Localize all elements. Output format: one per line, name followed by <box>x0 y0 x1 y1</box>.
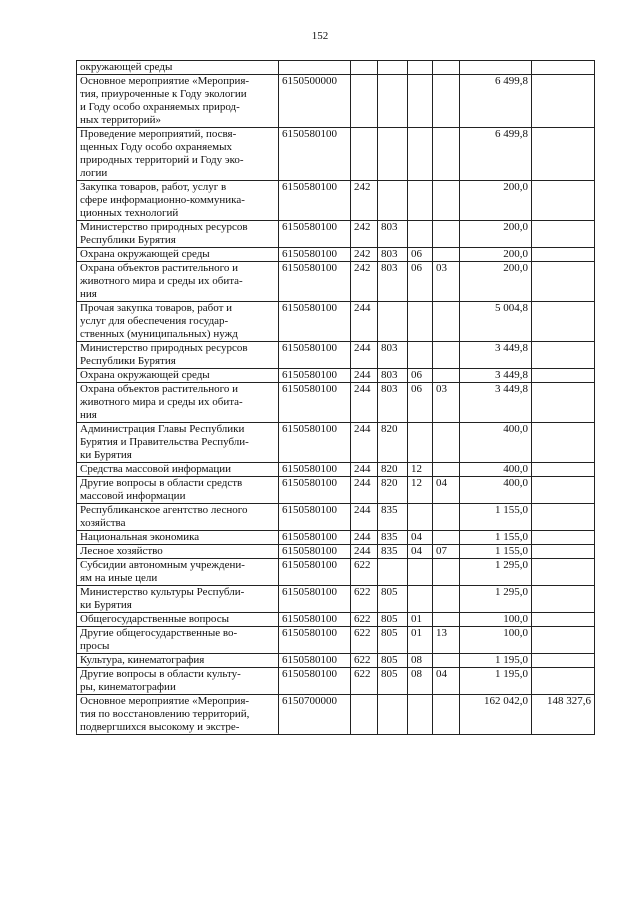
target-article-cell: 6150580100 <box>279 654 351 668</box>
expense-type-cell: 244 <box>351 423 378 463</box>
target-article-cell: 6150580100 <box>279 342 351 369</box>
expense-type-cell <box>351 695 378 735</box>
row-name-cell: Охрана объектов растительного и животного мира и среды их обита- ния <box>77 262 279 302</box>
administrator-cell: 835 <box>378 531 408 545</box>
administrator-cell: 803 <box>378 369 408 383</box>
amount-secondary-cell <box>532 545 595 559</box>
row-name-cell: Средства массовой информации <box>77 463 279 477</box>
row-name-cell: Закупка товаров, работ, услуг в сфере информационно-коммуника- ционных технологий <box>77 181 279 221</box>
expense-type-cell: 244 <box>351 477 378 504</box>
table-row <box>77 342 595 369</box>
table-row <box>77 477 595 504</box>
amount-cell: 6 499,8 <box>460 75 532 128</box>
administrator-cell: 805 <box>378 627 408 654</box>
section-cell: 06 <box>408 262 433 302</box>
section-cell <box>408 75 433 128</box>
subsection-cell <box>433 423 460 463</box>
subsection-cell <box>433 586 460 613</box>
section-cell <box>408 302 433 342</box>
table-row <box>77 262 595 302</box>
section-cell: 12 <box>408 463 433 477</box>
subsection-cell <box>433 613 460 627</box>
table-row <box>77 654 595 668</box>
target-article-cell: 6150580100 <box>279 369 351 383</box>
row-name-cell: Культура, кинематография <box>77 654 279 668</box>
section-cell: 08 <box>408 668 433 695</box>
row-name-cell: Субсидии автономным учреждени- ям на иные цели <box>77 559 279 586</box>
amount-secondary-cell <box>532 128 595 181</box>
subsection-cell <box>433 75 460 128</box>
expense-type-cell <box>351 61 378 75</box>
row-name-cell: Министерство культуры Республи- ки Бурятия <box>77 586 279 613</box>
table-row <box>77 383 595 423</box>
subsection-cell <box>433 695 460 735</box>
amount-secondary-cell <box>532 248 595 262</box>
subsection-cell <box>433 531 460 545</box>
amount-secondary-cell <box>532 221 595 248</box>
target-article-cell: 6150580100 <box>279 477 351 504</box>
administrator-cell: 803 <box>378 342 408 369</box>
section-cell: 01 <box>408 627 433 654</box>
subsection-cell <box>433 61 460 75</box>
amount-cell: 400,0 <box>460 463 532 477</box>
row-name-cell: Основное мероприятие «Мероприя- тия по восстановлению территорий, подвергшихся высокому и экстре- <box>77 695 279 735</box>
expense-type-cell: 244 <box>351 545 378 559</box>
amount-secondary-cell <box>532 75 595 128</box>
table-row <box>77 221 595 248</box>
amount-cell: 1 195,0 <box>460 668 532 695</box>
expense-type-cell: 622 <box>351 654 378 668</box>
target-article-cell: 6150580100 <box>279 181 351 221</box>
amount-secondary-cell <box>532 342 595 369</box>
subsection-cell: 03 <box>433 383 460 423</box>
table-row <box>77 463 595 477</box>
amount-cell: 100,0 <box>460 627 532 654</box>
expense-type-cell: 244 <box>351 302 378 342</box>
subsection-cell <box>433 128 460 181</box>
amount-cell: 3 449,8 <box>460 383 532 423</box>
expense-type-cell <box>351 128 378 181</box>
expense-type-cell: 242 <box>351 262 378 302</box>
expense-type-cell: 242 <box>351 248 378 262</box>
row-name-cell: Министерство природных ресурсов Республики Бурятия <box>77 221 279 248</box>
subsection-cell: 13 <box>433 627 460 654</box>
expense-type-cell: 242 <box>351 181 378 221</box>
table-row <box>77 559 595 586</box>
target-article-cell: 6150580100 <box>279 531 351 545</box>
table-row <box>77 586 595 613</box>
section-cell: 04 <box>408 531 433 545</box>
budget-table <box>76 60 595 735</box>
administrator-cell: 820 <box>378 477 408 504</box>
expense-type-cell: 622 <box>351 627 378 654</box>
row-name-cell: Основное мероприятие «Мероприя- тия, приуроченные к Году экологии и Году особо охраняемых природ- ных территорий» <box>77 75 279 128</box>
amount-cell: 400,0 <box>460 423 532 463</box>
amount-cell: 200,0 <box>460 181 532 221</box>
target-article-cell: 6150580100 <box>279 613 351 627</box>
section-cell: 06 <box>408 369 433 383</box>
amount-secondary-cell <box>532 504 595 531</box>
amount-secondary-cell <box>532 61 595 75</box>
subsection-cell: 04 <box>433 477 460 504</box>
amount-cell: 200,0 <box>460 248 532 262</box>
table-row <box>77 75 595 128</box>
table-row <box>77 613 595 627</box>
target-article-cell: 6150580100 <box>279 302 351 342</box>
subsection-cell <box>433 302 460 342</box>
amount-secondary-cell <box>532 559 595 586</box>
amount-secondary-cell <box>532 302 595 342</box>
row-name-cell: Другие вопросы в области культу- ры, кинематографии <box>77 668 279 695</box>
target-article-cell: 6150580100 <box>279 248 351 262</box>
table-row <box>77 423 595 463</box>
amount-cell: 200,0 <box>460 262 532 302</box>
expense-type-cell: 244 <box>351 531 378 545</box>
administrator-cell: 820 <box>378 463 408 477</box>
table-row <box>77 695 595 735</box>
amount-cell: 3 449,8 <box>460 369 532 383</box>
table-row <box>77 545 595 559</box>
row-name-cell: Охрана окружающей среды <box>77 369 279 383</box>
row-name-cell: Другие вопросы в области средств массовой информации <box>77 477 279 504</box>
amount-secondary-cell <box>532 181 595 221</box>
amount-secondary-cell <box>532 463 595 477</box>
section-cell <box>408 128 433 181</box>
table-row <box>77 627 595 654</box>
amount-secondary-cell <box>532 613 595 627</box>
expense-type-cell: 242 <box>351 221 378 248</box>
section-cell <box>408 221 433 248</box>
target-article-cell: 6150580100 <box>279 262 351 302</box>
expense-type-cell: 622 <box>351 559 378 586</box>
target-article-cell: 6150580100 <box>279 504 351 531</box>
target-article-cell: 6150580100 <box>279 627 351 654</box>
subsection-cell <box>433 559 460 586</box>
administrator-cell: 820 <box>378 423 408 463</box>
row-name-cell: Министерство природных ресурсов Республики Бурятия <box>77 342 279 369</box>
table-row <box>77 128 595 181</box>
amount-cell: 100,0 <box>460 613 532 627</box>
row-name-cell: Общегосударственные вопросы <box>77 613 279 627</box>
expense-type-cell: 244 <box>351 369 378 383</box>
administrator-cell: 805 <box>378 654 408 668</box>
amount-secondary-cell <box>532 654 595 668</box>
administrator-cell: 803 <box>378 262 408 302</box>
expense-type-cell <box>351 75 378 128</box>
target-article-cell: 6150580100 <box>279 383 351 423</box>
subsection-cell <box>433 504 460 531</box>
section-cell <box>408 559 433 586</box>
row-name-cell: окружающей среды <box>77 61 279 75</box>
page-number: 152 <box>311 30 329 42</box>
amount-cell: 5 004,8 <box>460 302 532 342</box>
subsection-cell <box>433 181 460 221</box>
section-cell <box>408 504 433 531</box>
section-cell: 12 <box>408 477 433 504</box>
section-cell <box>408 695 433 735</box>
amount-cell: 400,0 <box>460 477 532 504</box>
row-name-cell: Прочая закупка товаров, работ и услуг для обеспечения государ- ственных (муниципальных) нужд <box>77 302 279 342</box>
amount-secondary-cell: 148 327,6 <box>532 695 595 735</box>
subsection-cell <box>433 369 460 383</box>
table-row <box>77 181 595 221</box>
subsection-cell <box>433 654 460 668</box>
administrator-cell <box>378 61 408 75</box>
target-article-cell: 6150580100 <box>279 463 351 477</box>
amount-secondary-cell <box>532 383 595 423</box>
row-name-cell: Охрана окружающей среды <box>77 248 279 262</box>
section-cell: 08 <box>408 654 433 668</box>
subsection-cell <box>433 248 460 262</box>
subsection-cell <box>433 342 460 369</box>
expense-type-cell: 244 <box>351 383 378 423</box>
target-article-cell: 6150580100 <box>279 586 351 613</box>
administrator-cell: 805 <box>378 613 408 627</box>
amount-cell <box>460 61 532 75</box>
amount-secondary-cell <box>532 423 595 463</box>
amount-secondary-cell <box>532 369 595 383</box>
subsection-cell: 03 <box>433 262 460 302</box>
administrator-cell <box>378 128 408 181</box>
administrator-cell: 805 <box>378 668 408 695</box>
section-cell <box>408 342 433 369</box>
row-name-cell: Администрация Главы Республики Бурятия и Правительства Республи- ки Бурятия <box>77 423 279 463</box>
administrator-cell: 803 <box>378 248 408 262</box>
expense-type-cell: 622 <box>351 613 378 627</box>
target-article-cell: 6150580100 <box>279 423 351 463</box>
row-name-cell: Лесное хозяйство <box>77 545 279 559</box>
amount-secondary-cell <box>532 586 595 613</box>
table-row <box>77 504 595 531</box>
table-row <box>77 248 595 262</box>
expense-type-cell: 622 <box>351 668 378 695</box>
amount-cell: 1 155,0 <box>460 504 532 531</box>
amount-cell: 1 295,0 <box>460 559 532 586</box>
table-row <box>77 302 595 342</box>
section-cell <box>408 586 433 613</box>
row-name-cell: Охрана объектов растительного и животного мира и среды их обита- ния <box>77 383 279 423</box>
target-article-cell: 6150700000 <box>279 695 351 735</box>
administrator-cell: 803 <box>378 221 408 248</box>
section-cell: 06 <box>408 383 433 423</box>
target-article-cell: 6150580100 <box>279 559 351 586</box>
table-row <box>77 369 595 383</box>
section-cell: 04 <box>408 545 433 559</box>
amount-secondary-cell <box>532 477 595 504</box>
expense-type-cell: 622 <box>351 586 378 613</box>
administrator-cell <box>378 695 408 735</box>
amount-cell: 1 155,0 <box>460 545 532 559</box>
administrator-cell: 835 <box>378 545 408 559</box>
amount-cell: 162 042,0 <box>460 695 532 735</box>
amount-cell: 1 295,0 <box>460 586 532 613</box>
amount-cell: 6 499,8 <box>460 128 532 181</box>
administrator-cell <box>378 559 408 586</box>
row-name-cell: Республиканское агентство лесного хозяйства <box>77 504 279 531</box>
expense-type-cell: 244 <box>351 342 378 369</box>
section-cell: 01 <box>408 613 433 627</box>
amount-cell: 1 195,0 <box>460 654 532 668</box>
subsection-cell: 07 <box>433 545 460 559</box>
administrator-cell <box>378 75 408 128</box>
table-row <box>77 668 595 695</box>
amount-secondary-cell <box>532 627 595 654</box>
row-name-cell: Проведение мероприятий, посвя- щенных Году особо охраняемых природных территорий и Году эко- логии <box>77 128 279 181</box>
administrator-cell: 805 <box>378 586 408 613</box>
subsection-cell: 04 <box>433 668 460 695</box>
amount-secondary-cell <box>532 262 595 302</box>
administrator-cell: 835 <box>378 504 408 531</box>
section-cell: 06 <box>408 248 433 262</box>
amount-cell: 1 155,0 <box>460 531 532 545</box>
target-article-cell: 6150580100 <box>279 545 351 559</box>
amount-secondary-cell <box>532 668 595 695</box>
target-article-cell: 6150580100 <box>279 668 351 695</box>
target-article-cell: 6150500000 <box>279 75 351 128</box>
amount-cell: 3 449,8 <box>460 342 532 369</box>
amount-cell: 200,0 <box>460 221 532 248</box>
subsection-cell <box>433 221 460 248</box>
section-cell <box>408 61 433 75</box>
target-article-cell: 6150580100 <box>279 221 351 248</box>
budget-table-body <box>77 61 595 735</box>
table-row <box>77 531 595 545</box>
section-cell <box>408 423 433 463</box>
administrator-cell <box>378 302 408 342</box>
target-article-cell <box>279 61 351 75</box>
administrator-cell: 803 <box>378 383 408 423</box>
expense-type-cell: 244 <box>351 463 378 477</box>
target-article-cell: 6150580100 <box>279 128 351 181</box>
subsection-cell <box>433 463 460 477</box>
table-row <box>77 61 595 75</box>
amount-secondary-cell <box>532 531 595 545</box>
administrator-cell <box>378 181 408 221</box>
section-cell <box>408 181 433 221</box>
expense-type-cell: 244 <box>351 504 378 531</box>
row-name-cell: Национальная экономика <box>77 531 279 545</box>
row-name-cell: Другие общегосударственные во- просы <box>77 627 279 654</box>
